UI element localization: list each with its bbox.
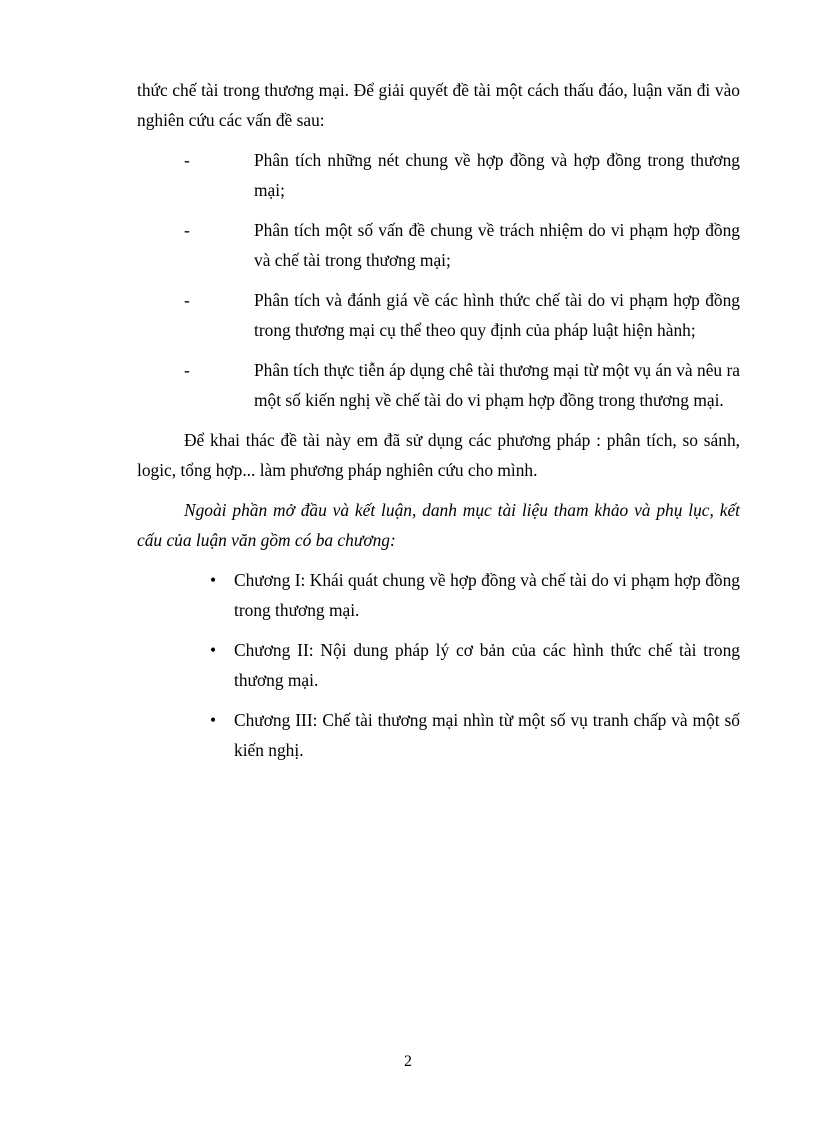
dash-marker: -	[184, 150, 190, 170]
dash-marker: -	[184, 360, 190, 380]
chapter-list	[137, 565, 740, 765]
bullet-marker: •	[210, 710, 217, 730]
list-item	[137, 145, 740, 205]
intro-paragraph: thức chế tài trong thương mại. Để giải quyết đề tài một cách thấu đáo, luận văn đi vào nghiên cứu các vấn đề sau:	[137, 80, 740, 130]
bullet-marker: •	[210, 640, 217, 660]
chapter-item	[137, 565, 740, 625]
list-item-text: Phân tích một số vấn đề chung về trách nhiệm do vi phạm hợp đồng và chế tài trong thương mại;	[254, 220, 740, 270]
list-item-text: Phân tích những nét chung về hợp đồng và hợp đồng trong thương mại;	[254, 150, 740, 200]
structure-paragraph: Ngoài phần mở đầu và kết luận, danh mục tài liệu tham khảo và phụ lục, kết cấu của luận văn gồm có ba chương:	[137, 500, 740, 550]
list-item-text: Phân tích và đánh giá về các hình thức chế tài do vi phạm hợp đồng trong thương mại cụ thể theo quy định của pháp luật hiện hành;	[254, 290, 740, 340]
list-item	[137, 355, 740, 415]
dash-marker: -	[184, 290, 190, 310]
list-item	[137, 215, 740, 275]
bullet-marker: •	[210, 570, 217, 590]
chapter-item	[137, 705, 740, 765]
list-item-text: Phân tích thực tiễn áp dụng chê tài thương mại từ một vụ án và nêu ra một số kiến nghị về chế tài do vi phạm hợp đồng trong thương mại.	[254, 360, 740, 410]
chapter-text: Chương I: Khái quát chung về hợp đồng và chế tài do vi phạm hợp đồng trong thương mại.	[234, 570, 740, 620]
chapter-item	[137, 635, 740, 695]
research-issues-list	[137, 145, 740, 415]
chapter-text: Chương II: Nội dung pháp lý cơ bản của các hình thức chế tài trong thương mại.	[234, 640, 740, 690]
body-text	[137, 75, 740, 775]
chapter-text: Chương III: Chế tài thương mại nhìn từ một số vụ tranh chấp và một số kiến nghị.	[234, 710, 740, 760]
methods-paragraph: Để khai thác đề tài này em đã sử dụng các phương pháp : phân tích, so sánh, logic, tổng hợp... làm phương pháp nghiên cứu cho mình.	[137, 430, 740, 480]
dash-marker: -	[184, 220, 190, 240]
list-item	[137, 285, 740, 345]
page-number: 2	[404, 1053, 412, 1070]
